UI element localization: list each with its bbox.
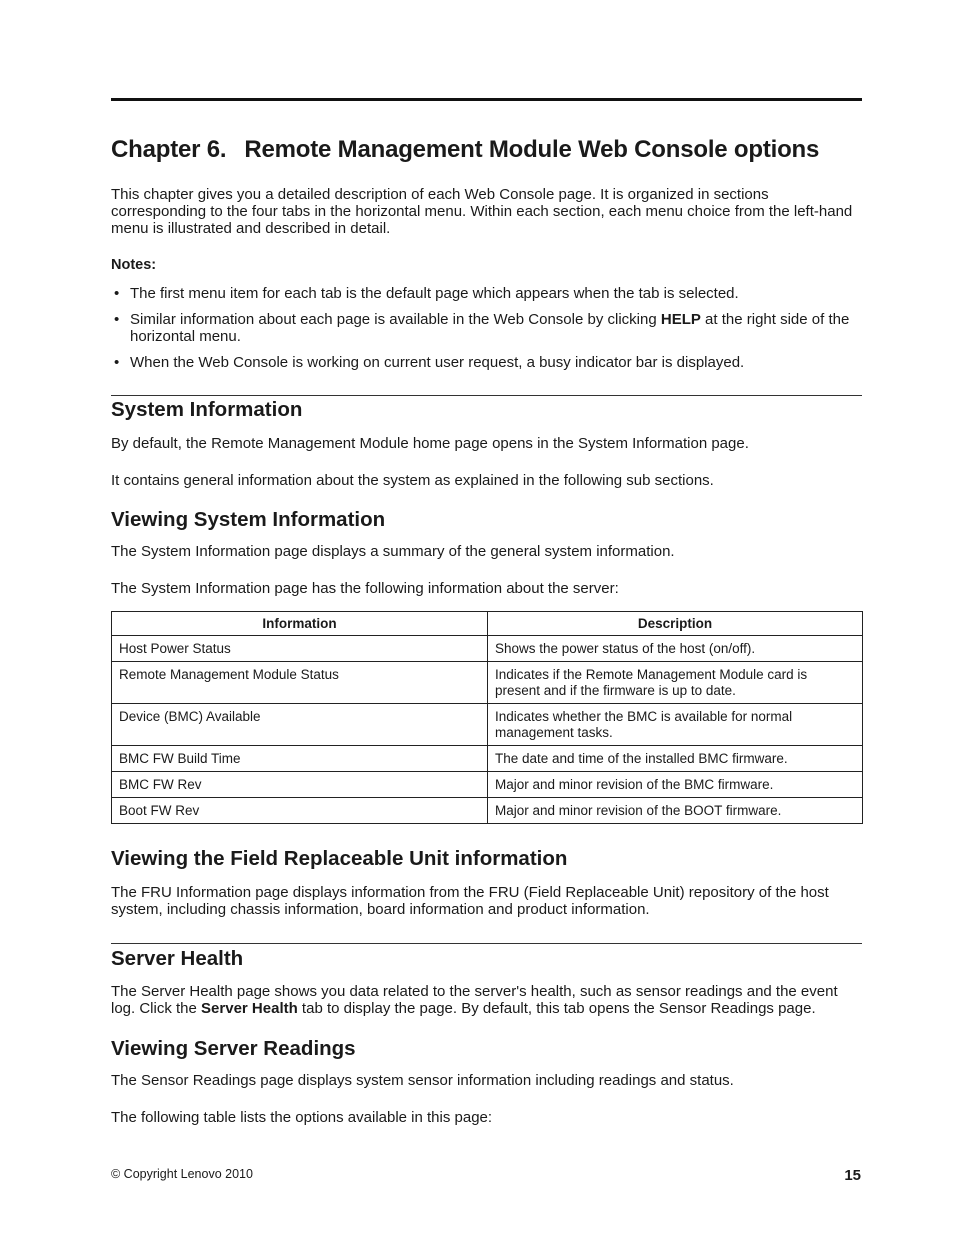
table-row	[112, 636, 863, 662]
note-item: • Similar information about each page is available in the Web Console by clicking HELP at the right side of the horizontal menu.	[111, 311, 862, 345]
chapter-top-rule	[111, 98, 862, 101]
footer-copyright: © Copyright Lenovo 2010	[111, 1167, 253, 1181]
chapter-title-text: Remote Management Module Web Console options	[244, 136, 820, 163]
section-rule	[111, 395, 862, 396]
chapter-intro: This chapter gives you a detailed description of each Web Console page. It is organized in sections corresponding to the four tabs in the horizontal menu. Within each section, each menu choice from the left-hand menu is illustrated and described in detail.	[111, 186, 853, 237]
table-row	[112, 704, 863, 746]
paragraph: The following table lists the options available in this page:	[111, 1109, 493, 1126]
table-row	[112, 662, 863, 704]
table-cell: BMC FW Rev	[112, 772, 488, 798]
subsection-heading-fru: Viewing the Field Replaceable Unit information	[111, 847, 568, 870]
subsection-heading-viewing-system-information: Viewing System Information	[111, 508, 386, 531]
table-row	[112, 798, 863, 824]
table-cell: Indicates if the Remote Management Module card is present and if the firmware is up to date.	[488, 662, 863, 704]
table-cell: The date and time of the installed BMC firmware.	[488, 746, 863, 772]
table-row	[112, 746, 863, 772]
table-header-row	[112, 612, 863, 636]
table-cell: Major and minor revision of the BMC firmware.	[488, 772, 863, 798]
notes-list	[111, 285, 862, 380]
chapter-title	[111, 136, 819, 164]
paragraph: The System Information page displays a summary of the general system information.	[111, 543, 675, 560]
section-heading-server-health: Server Health	[111, 947, 244, 970]
paragraph: The Sensor Readings page displays system sensor information including readings and status.	[111, 1072, 734, 1089]
paragraph: The System Information page has the following information about the server:	[111, 580, 619, 597]
table-cell: Device (BMC) Available	[112, 704, 488, 746]
paragraph: The FRU Information page displays information from the FRU (Field Replaceable Unit) repository of the host system, including chassis information, board information and product information.	[111, 884, 829, 918]
table-row	[112, 772, 863, 798]
help-keyword: HELP	[660, 311, 701, 328]
table-cell: BMC FW Build Time	[112, 746, 488, 772]
note-item: • When the Web Console is working on current user request, a busy indicator bar is displayed.	[111, 354, 862, 371]
paragraph: The Server Health page shows you data related to the server's health, such as sensor readings and the event log. Click the Server Health tab to display the page. By default, this tab opens the Sensor Readings page.	[111, 983, 838, 1017]
server-health-keyword: Server Health	[201, 1000, 298, 1017]
subsection-heading-viewing-server-readings: Viewing Server Readings	[111, 1037, 356, 1060]
paragraph: It contains general information about the system as explained in the following sub sections.	[111, 472, 714, 489]
table-cell: Indicates whether the BMC is available for normal management tasks.	[488, 704, 863, 746]
table-header-cell: Information	[112, 612, 488, 636]
table-header-cell: Description	[488, 612, 863, 636]
paragraph: By default, the Remote Management Module home page opens in the System Information page.	[111, 435, 749, 452]
table-cell: Shows the power status of the host (on/off).	[488, 636, 863, 662]
note-item: • The first menu item for each tab is the default page which appears when the tab is selected.	[111, 285, 862, 302]
table-cell: Major and minor revision of the BOOT firmware.	[488, 798, 863, 824]
table-cell: Remote Management Module Status	[112, 662, 488, 704]
chapter-number: Chapter 6.	[111, 136, 227, 163]
section-heading-system-information: System Information	[111, 398, 303, 421]
section-rule	[111, 943, 862, 944]
footer-page-number: 15	[844, 1167, 861, 1184]
table-cell: Host Power Status	[112, 636, 488, 662]
notes-label: Notes:	[111, 257, 157, 273]
system-information-table	[111, 611, 863, 824]
table-cell: Boot FW Rev	[112, 798, 488, 824]
